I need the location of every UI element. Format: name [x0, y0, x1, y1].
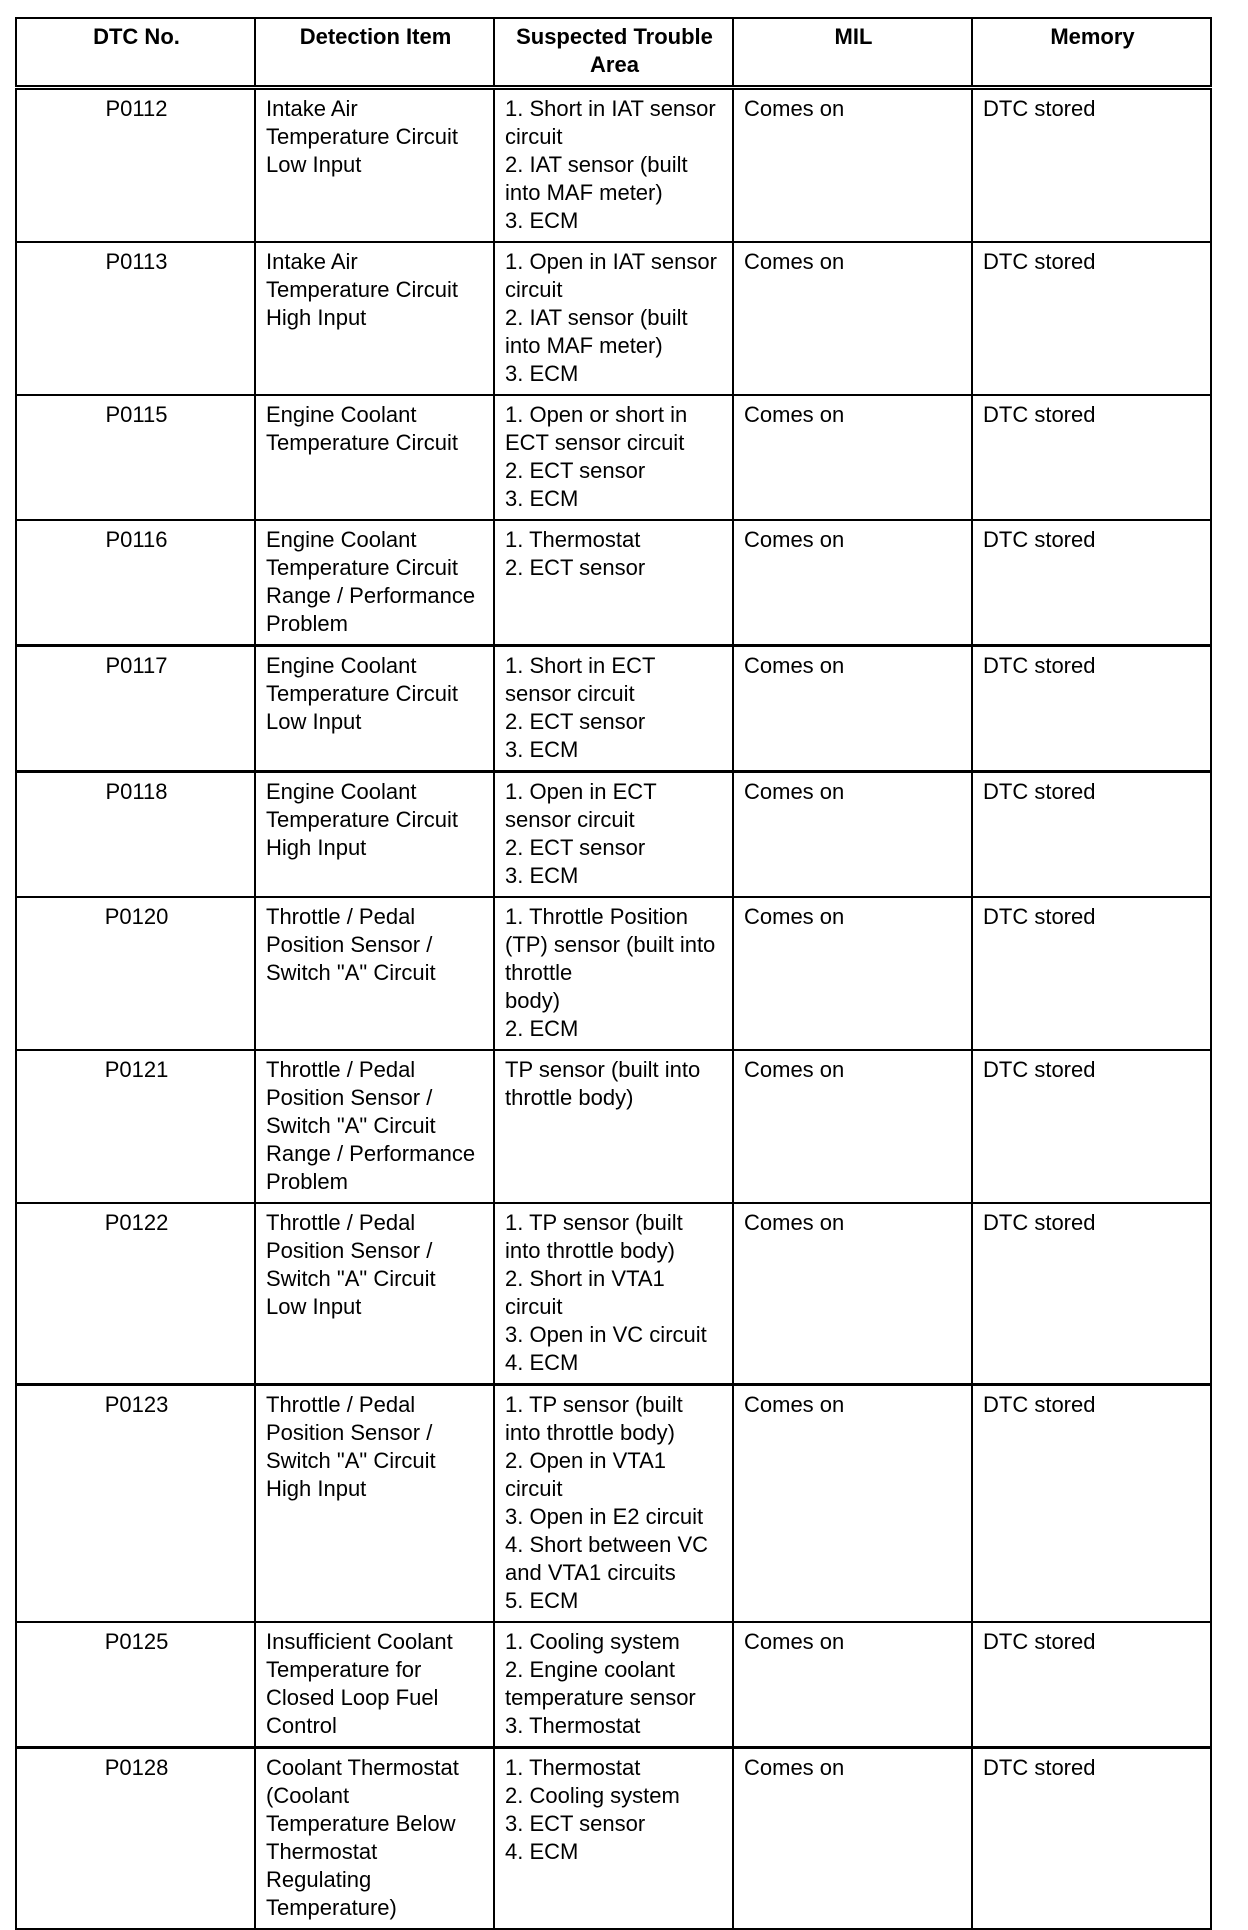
trouble-area-line: sensor circuit — [505, 681, 635, 706]
trouble-area-line: 1. Open or short in — [505, 402, 688, 427]
suspected-trouble-area-cell — [494, 1050, 733, 1203]
detection-item-cell — [255, 242, 494, 395]
trouble-area-line: 1. TP sensor (built — [505, 1210, 683, 1235]
memory-cell: DTC stored — [972, 1385, 1211, 1623]
dtc-table — [15, 17, 1212, 1930]
trouble-area-line: 3. ECM — [505, 863, 579, 888]
detection-item-line: Coolant Thermostat — [266, 1755, 459, 1780]
trouble-area-line: circuit — [505, 1294, 563, 1319]
table-row — [16, 242, 1211, 395]
trouble-area-line: body) — [505, 988, 561, 1013]
detection-item-line: High Input — [266, 835, 367, 860]
header-dtc-no: DTC No. — [16, 18, 255, 88]
detection-item-line: Problem — [266, 611, 348, 636]
detection-item-line: Engine Coolant — [266, 527, 417, 552]
trouble-area-line: into MAF meter) — [505, 333, 663, 358]
trouble-area-line: 2. Engine coolant — [505, 1657, 676, 1682]
detection-item-line: Temperature Below — [266, 1811, 456, 1836]
detection-item-cell — [255, 395, 494, 520]
suspected-trouble-area-cell — [494, 1385, 733, 1623]
mil-cell: Comes on — [733, 646, 972, 772]
suspected-trouble-area-cell — [494, 242, 733, 395]
trouble-area-line: 1. Thermostat — [505, 527, 641, 552]
table-row — [16, 88, 1211, 243]
trouble-area-line: ECT sensor circuit — [505, 430, 685, 455]
memory-cell: DTC stored — [972, 242, 1211, 395]
detection-item-line: Engine Coolant — [266, 402, 417, 427]
detection-item-line: High Input — [266, 1476, 367, 1501]
trouble-area-line: 2. IAT sensor (built — [505, 152, 688, 177]
dtc-code-cell: P0112 — [16, 88, 255, 243]
detection-item-line: Intake Air — [266, 249, 358, 274]
trouble-area-line: 4. ECM — [505, 1839, 579, 1864]
detection-item-line: Temperature for — [266, 1657, 422, 1682]
table-body — [16, 88, 1211, 1930]
trouble-area-line: 3. ECM — [505, 361, 579, 386]
mil-cell: Comes on — [733, 1203, 972, 1385]
detection-item-line: Intake Air — [266, 96, 358, 121]
detection-item-line: Regulating — [266, 1867, 372, 1892]
dtc-code-cell: P0121 — [16, 1050, 255, 1203]
trouble-area-line: 1. Short in IAT sensor — [505, 96, 716, 121]
detection-item-line: Engine Coolant — [266, 779, 417, 804]
trouble-area-line: 2. ECM — [505, 1016, 579, 1041]
suspected-trouble-area-cell — [494, 520, 733, 646]
detection-item-line: Position Sensor / — [266, 1085, 433, 1110]
mil-cell: Comes on — [733, 1385, 972, 1623]
detection-item-line: Throttle / Pedal — [266, 1057, 416, 1082]
detection-item-line: Temperature Circuit — [266, 124, 458, 149]
mil-cell: Comes on — [733, 520, 972, 646]
trouble-area-line: 2. ECT sensor — [505, 458, 646, 483]
detection-item-cell — [255, 520, 494, 646]
trouble-area-line: into throttle body) — [505, 1238, 675, 1263]
detection-item-line: Insufficient Coolant — [266, 1629, 453, 1654]
trouble-area-line: 4. ECM — [505, 1350, 579, 1375]
detection-item-line: Temperature Circuit — [266, 681, 458, 706]
detection-item-line: Switch "A" Circuit — [266, 1448, 436, 1473]
dtc-code-cell: P0128 — [16, 1748, 255, 1930]
detection-item-line: Low Input — [266, 1294, 362, 1319]
trouble-area-line: circuit — [505, 1476, 563, 1501]
memory-cell: DTC stored — [972, 88, 1211, 243]
detection-item-cell — [255, 1203, 494, 1385]
detection-item-line: Switch "A" Circuit — [266, 1266, 436, 1291]
trouble-area-line: 2. Short in VTA1 — [505, 1266, 665, 1291]
detection-item-line: Temperature Circuit — [266, 807, 458, 832]
dtc-code-cell: P0120 — [16, 897, 255, 1050]
trouble-area-line: 3. Open in VC circuit — [505, 1322, 707, 1347]
detection-item-cell — [255, 1385, 494, 1623]
trouble-area-line: 2. ECT sensor — [505, 835, 646, 860]
trouble-area-line: 2. ECT sensor — [505, 709, 646, 734]
trouble-area-line: 3. ECM — [505, 486, 579, 511]
trouble-area-line: 2. Cooling system — [505, 1783, 680, 1808]
trouble-area-line: throttle body) — [505, 1085, 634, 1110]
trouble-area-line: 1. Throttle Position — [505, 904, 689, 929]
trouble-area-line: throttle — [505, 960, 573, 985]
header-detection-item: Detection Item — [255, 18, 494, 88]
detection-item-line: High Input — [266, 305, 367, 330]
trouble-area-line: 5. ECM — [505, 1588, 579, 1613]
detection-item-line: Throttle / Pedal — [266, 1392, 416, 1417]
trouble-area-line: 3. ECM — [505, 737, 579, 762]
trouble-area-line: 4. Short between VC — [505, 1532, 709, 1557]
table-row — [16, 646, 1211, 772]
suspected-trouble-area-cell — [494, 1748, 733, 1930]
mil-cell: Comes on — [733, 1748, 972, 1930]
detection-item-line: Position Sensor / — [266, 932, 433, 957]
detection-item-line: Temperature Circuit — [266, 430, 458, 455]
table-row — [16, 395, 1211, 520]
trouble-area-line: TP sensor (built into — [505, 1057, 701, 1082]
trouble-area-line: circuit — [505, 277, 563, 302]
memory-cell: DTC stored — [972, 395, 1211, 520]
suspected-trouble-area-cell — [494, 772, 733, 898]
trouble-area-line: into MAF meter) — [505, 180, 663, 205]
mil-cell: Comes on — [733, 395, 972, 520]
dtc-code-cell: P0118 — [16, 772, 255, 898]
detection-item-cell — [255, 897, 494, 1050]
table-row — [16, 520, 1211, 646]
detection-item-line: Position Sensor / — [266, 1238, 433, 1263]
detection-item-line: Engine Coolant — [266, 653, 417, 678]
suspected-trouble-area-cell — [494, 88, 733, 243]
detection-item-line: Low Input — [266, 709, 362, 734]
mil-cell: Comes on — [733, 88, 972, 243]
trouble-area-line: (TP) sensor (built into — [505, 932, 716, 957]
trouble-area-line: sensor circuit — [505, 807, 635, 832]
trouble-area-line: 2. IAT sensor (built — [505, 305, 688, 330]
suspected-trouble-area-cell — [494, 897, 733, 1050]
mil-cell: Comes on — [733, 1622, 972, 1748]
trouble-area-line: 1. Open in ECT — [505, 779, 657, 804]
detection-item-cell — [255, 772, 494, 898]
mil-cell: Comes on — [733, 772, 972, 898]
table-row — [16, 1622, 1211, 1748]
memory-cell: DTC stored — [972, 772, 1211, 898]
suspected-trouble-area-cell — [494, 1622, 733, 1748]
header-memory: Memory — [972, 18, 1211, 88]
detection-item-line: Position Sensor / — [266, 1420, 433, 1445]
header-mil: MIL — [733, 18, 972, 88]
detection-item-cell — [255, 646, 494, 772]
table-row — [16, 1203, 1211, 1385]
dtc-code-cell: P0117 — [16, 646, 255, 772]
mil-cell: Comes on — [733, 1050, 972, 1203]
trouble-area-line: into throttle body) — [505, 1420, 675, 1445]
trouble-area-line: 1. Thermostat — [505, 1755, 641, 1780]
detection-item-line: (Coolant — [266, 1783, 350, 1808]
detection-item-line: Throttle / Pedal — [266, 1210, 416, 1235]
dtc-code-cell: P0122 — [16, 1203, 255, 1385]
trouble-area-line: 3. Thermostat — [505, 1713, 641, 1738]
memory-cell: DTC stored — [972, 646, 1211, 772]
mil-cell: Comes on — [733, 242, 972, 395]
trouble-area-line: 3. ECT sensor — [505, 1811, 646, 1836]
detection-item-line: Thermostat — [266, 1839, 378, 1864]
table-row — [16, 772, 1211, 898]
table-row — [16, 1748, 1211, 1930]
table-header — [16, 18, 1211, 88]
detection-item-line: Range / Performance — [266, 1141, 476, 1166]
suspected-trouble-area-cell — [494, 1203, 733, 1385]
memory-cell: DTC stored — [972, 897, 1211, 1050]
detection-item-line: Problem — [266, 1169, 348, 1194]
suspected-trouble-area-cell — [494, 646, 733, 772]
mil-cell: Comes on — [733, 897, 972, 1050]
dtc-code-cell: P0116 — [16, 520, 255, 646]
trouble-area-line: temperature sensor — [505, 1685, 696, 1710]
detection-item-line: Temperature Circuit — [266, 555, 458, 580]
detection-item-cell — [255, 88, 494, 243]
detection-item-cell — [255, 1622, 494, 1748]
trouble-area-line: 1. Short in ECT — [505, 653, 656, 678]
header-suspected-trouble-area: Suspected Trouble Area — [494, 18, 733, 88]
table-row — [16, 897, 1211, 1050]
dtc-code-cell: P0113 — [16, 242, 255, 395]
detection-item-line: Control — [266, 1713, 337, 1738]
trouble-area-line: 3. Open in E2 circuit — [505, 1504, 704, 1529]
memory-cell: DTC stored — [972, 1203, 1211, 1385]
trouble-area-line: 2. ECT sensor — [505, 555, 646, 580]
detection-item-cell — [255, 1748, 494, 1930]
trouble-area-line: and VTA1 circuits — [505, 1560, 676, 1585]
detection-item-line: Temperature) — [266, 1895, 397, 1920]
table-row — [16, 1385, 1211, 1623]
trouble-area-line: 2. Open in VTA1 — [505, 1448, 667, 1473]
header-row — [16, 18, 1211, 88]
detection-item-line: Low Input — [266, 152, 362, 177]
trouble-area-line: 1. Cooling system — [505, 1629, 680, 1654]
trouble-area-line: 3. ECM — [505, 208, 579, 233]
dtc-code-cell: P0115 — [16, 395, 255, 520]
trouble-area-line: 1. TP sensor (built — [505, 1392, 683, 1417]
detection-item-line: Switch "A" Circuit — [266, 960, 436, 985]
detection-item-line: Range / Performance — [266, 583, 476, 608]
suspected-trouble-area-cell — [494, 395, 733, 520]
dtc-code-cell: P0123 — [16, 1385, 255, 1623]
detection-item-line: Temperature Circuit — [266, 277, 458, 302]
table-row — [16, 1050, 1211, 1203]
memory-cell: DTC stored — [972, 520, 1211, 646]
trouble-area-line: circuit — [505, 124, 563, 149]
detection-item-line: Throttle / Pedal — [266, 904, 416, 929]
dtc-code-cell: P0125 — [16, 1622, 255, 1748]
detection-item-line: Switch "A" Circuit — [266, 1113, 436, 1138]
detection-item-cell — [255, 1050, 494, 1203]
memory-cell: DTC stored — [972, 1748, 1211, 1930]
memory-cell: DTC stored — [972, 1050, 1211, 1203]
memory-cell: DTC stored — [972, 1622, 1211, 1748]
detection-item-line: Closed Loop Fuel — [266, 1685, 439, 1710]
trouble-area-line: 1. Open in IAT sensor — [505, 249, 717, 274]
